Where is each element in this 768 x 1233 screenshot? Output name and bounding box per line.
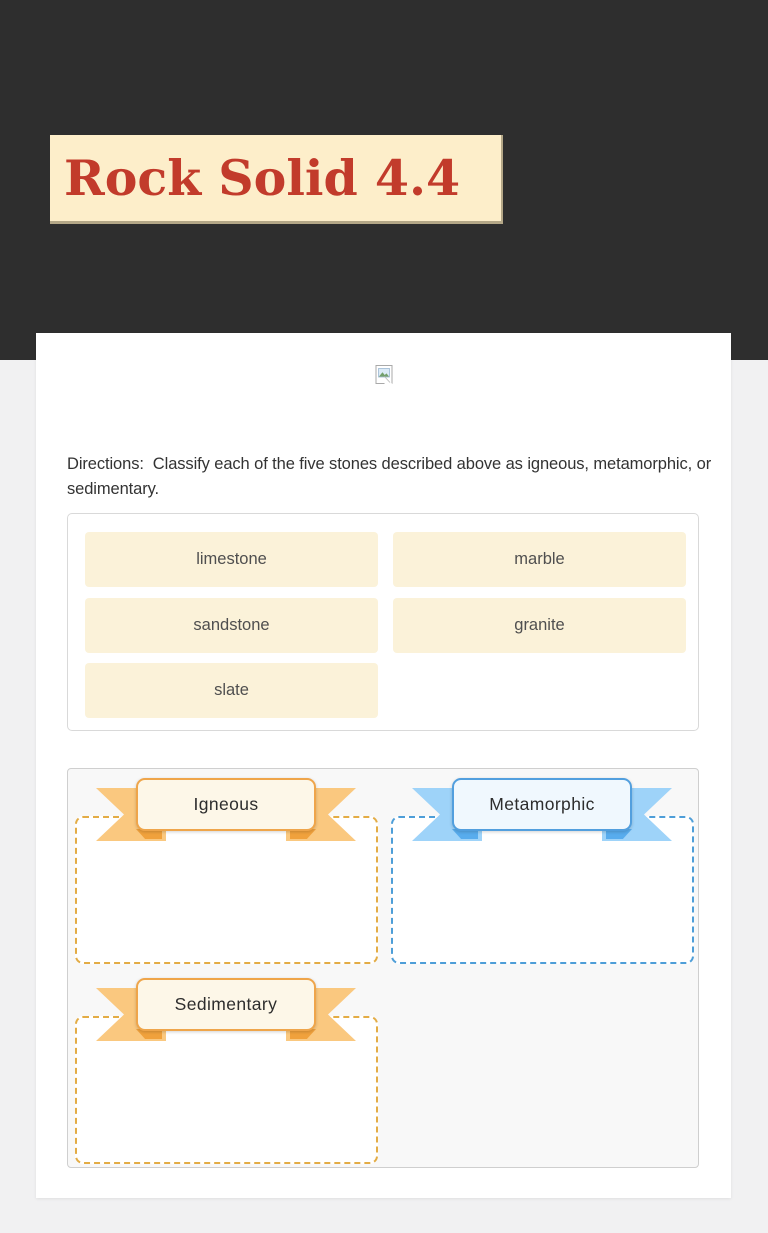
broken-image-icon [375,365,392,384]
category-group-igneous [68,769,384,969]
page-title: Rock Solid 4.4 [64,149,461,207]
word-tile-slate[interactable]: slate [85,663,378,718]
worksheet-card [36,333,731,1198]
classification-board [67,768,699,1168]
title-banner [50,135,503,224]
category-group-metamorphic [384,769,700,969]
word-tile-limestone[interactable]: limestone [85,532,378,587]
word-tile-sandstone[interactable]: sandstone [85,598,378,653]
word-tile-granite[interactable]: granite [393,598,686,653]
word-bank [67,513,699,731]
word-tile-marble[interactable]: marble [393,532,686,587]
category-label-igneous: Igneous [136,778,316,831]
category-label-sedimentary: Sedimentary [136,978,316,1031]
category-label-metamorphic: Metamorphic [452,778,632,831]
category-group-sedimentary [68,969,384,1169]
directions-text: Directions: Classify each of the five stones described above as igneous, metamorphic, or sedimentary. [67,455,712,498]
